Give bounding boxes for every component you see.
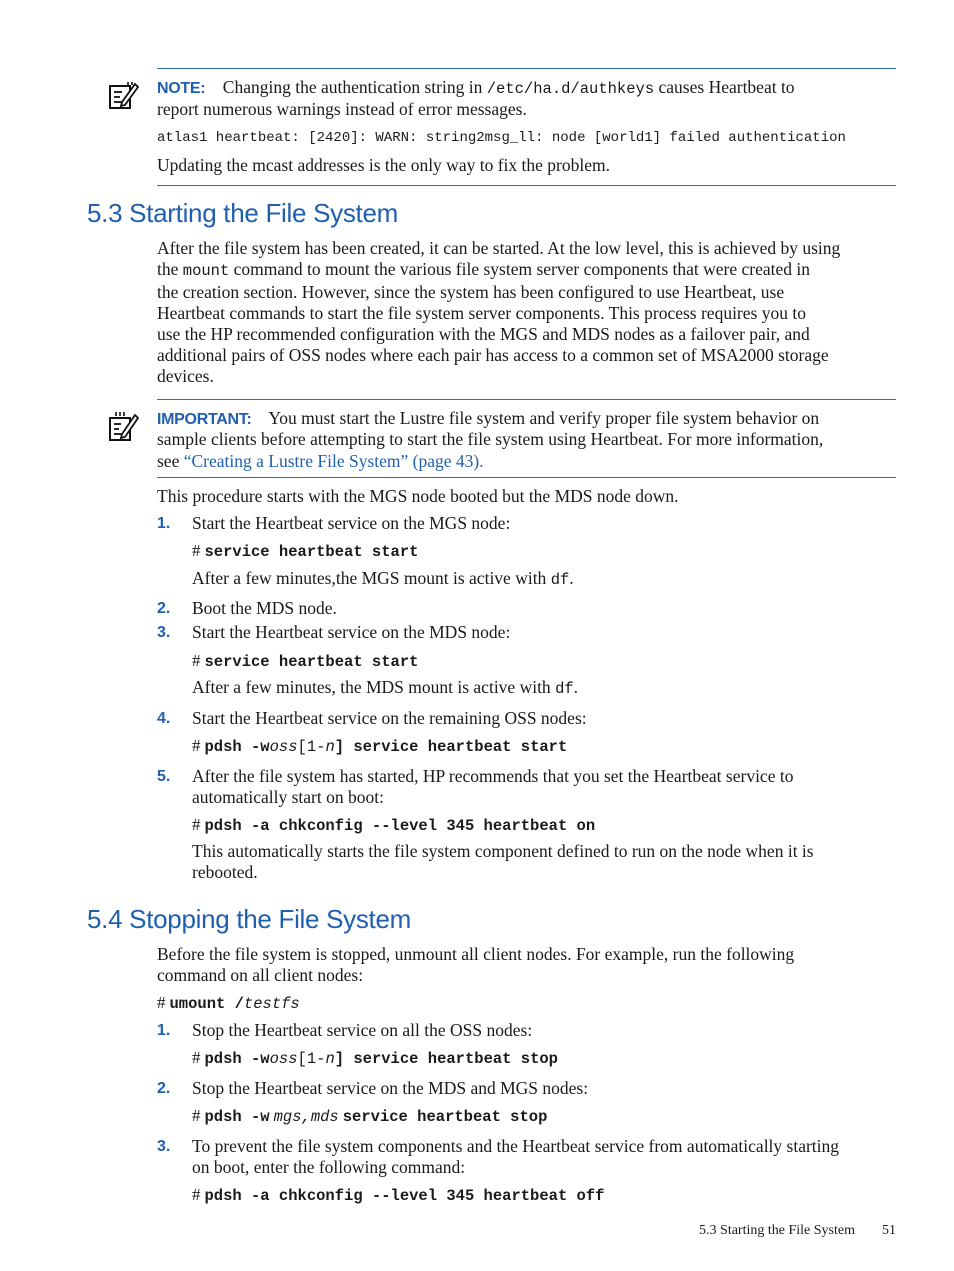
step-53-4-command: # pdsh -woss[1-n] service heartbeat start [192,736,568,756]
section-53-heading: 5.3 Starting the File System [87,198,398,228]
step-54-3-number: 3. [157,1138,171,1155]
step-54-3-command: # pdsh -a chkconfig --level 345 heartbeat off [192,1185,605,1205]
step-54-2-text: Stop the Heartbeat service on the MDS and MGS nodes: [192,1078,589,1098]
important-pencil-icon [108,410,140,442]
step-54-1-command: # pdsh -woss[1-n] service heartbeat stop [192,1048,558,1068]
note-pencil-icon [108,80,140,110]
step-53-5-after: This automatically starts the file system component defined to run on the node when it is rebooted. [192,841,814,882]
note-top-rule [157,68,896,69]
procedure-intro: This procedure starts with the MGS node booted but the MDS node down. [157,486,679,506]
step-54-1-number: 1. [157,1022,171,1039]
step-53-1-number: 1. [157,515,171,532]
step-53-3-number: 3. [157,624,171,641]
note-line-3: Updating the mcast addresses is the only way to fix the problem. [157,155,610,175]
step-53-4-number: 4. [157,710,171,727]
important-line-1: IMPORTANT: You must start the Lustre file system and verify proper file system behavior on [157,408,820,428]
step-54-2-number: 2. [157,1080,171,1097]
section-54-heading: 5.4 Stopping the File System [87,904,412,934]
footer-section: 5.3 Starting the File System [699,1223,855,1238]
mount-code: mount [182,262,230,280]
step-53-3-text: Start the Heartbeat service on the MDS node: [192,622,511,642]
section-54-intro: Before the file system is stopped, unmount all client nodes. For example, run the following command on all client nodes: [157,944,795,985]
step-54-1-text: Stop the Heartbeat service on all the OSS nodes: [192,1020,533,1040]
step-53-5-command: # pdsh -a chkconfig --level 345 heartbeat on [192,815,596,835]
important-label: IMPORTANT: [157,411,252,428]
page-number: 51 [882,1223,896,1238]
step-53-5-number: 5. [157,768,171,785]
important-top-rule [157,399,896,400]
note-log-line: atlas1 heartbeat: [2420]: WARN: string2msg_ll: node [world1] failed authentication [157,130,846,146]
important-line-3: see “Creating a Lustre File System” (page 43). [157,451,484,471]
section-53-intro: After the file system has been created, it can be started. At the low level, this is achieved by using the mount command to mount the various file system server components that were created in the creation section. However, since the system has been configured to use Heartbeat, use Heartbeat commands to start the file system server components. This process requires you to use the HP recommended configuration with the MGS and MDS nodes as a failover pair, and additional pairs of OSS nodes where each pair has access to a common set of MSA2000 storage devices. [157,238,841,386]
important-line-2: sample clients before attempting to start the file system using Heartbeat. For more information, [157,429,824,449]
umount-command: # umount /testfs [157,993,300,1013]
note-label: NOTE: [157,80,206,97]
step-53-1-after: After a few minutes,the MGS mount is active with df. [192,568,574,589]
step-53-1-command: # service heartbeat start [192,541,419,561]
important-bottom-rule [157,477,896,478]
step-53-2-text: Boot the MDS node. [192,598,337,618]
step-53-1-text: Start the Heartbeat service on the MGS node: [192,513,511,533]
page-footer [699,1223,896,1239]
step-53-3-after: After a few minutes, the MDS mount is active with df. [192,677,579,698]
step-54-3-text: To prevent the file system components and the Heartbeat service from automatically starting on boot, enter the following command: [192,1136,840,1177]
authkeys-path: /etc/ha.d/authkeys [486,80,655,98]
step-54-2-command: # pdsh -w mgs,mds service heartbeat stop [192,1106,548,1126]
step-53-2-number: 2. [157,600,171,617]
step-53-4-text: Start the Heartbeat service on the remaining OSS nodes: [192,708,587,728]
step-53-5-text: After the file system has started, HP recommends that you set the Heartbeat service to automatically start on boot: [192,766,794,807]
creating-lustre-fs-link[interactable]: “Creating a Lustre File System” (page 43). [183,451,484,471]
note-bottom-rule [157,185,896,186]
note-line-1: NOTE: Changing the authentication string in /etc/ha.d/authkeys causes Heartbeat to [157,77,795,98]
note-line-2: report numerous warnings instead of error messages. [157,99,527,119]
step-53-3-command: # service heartbeat start [192,651,419,671]
